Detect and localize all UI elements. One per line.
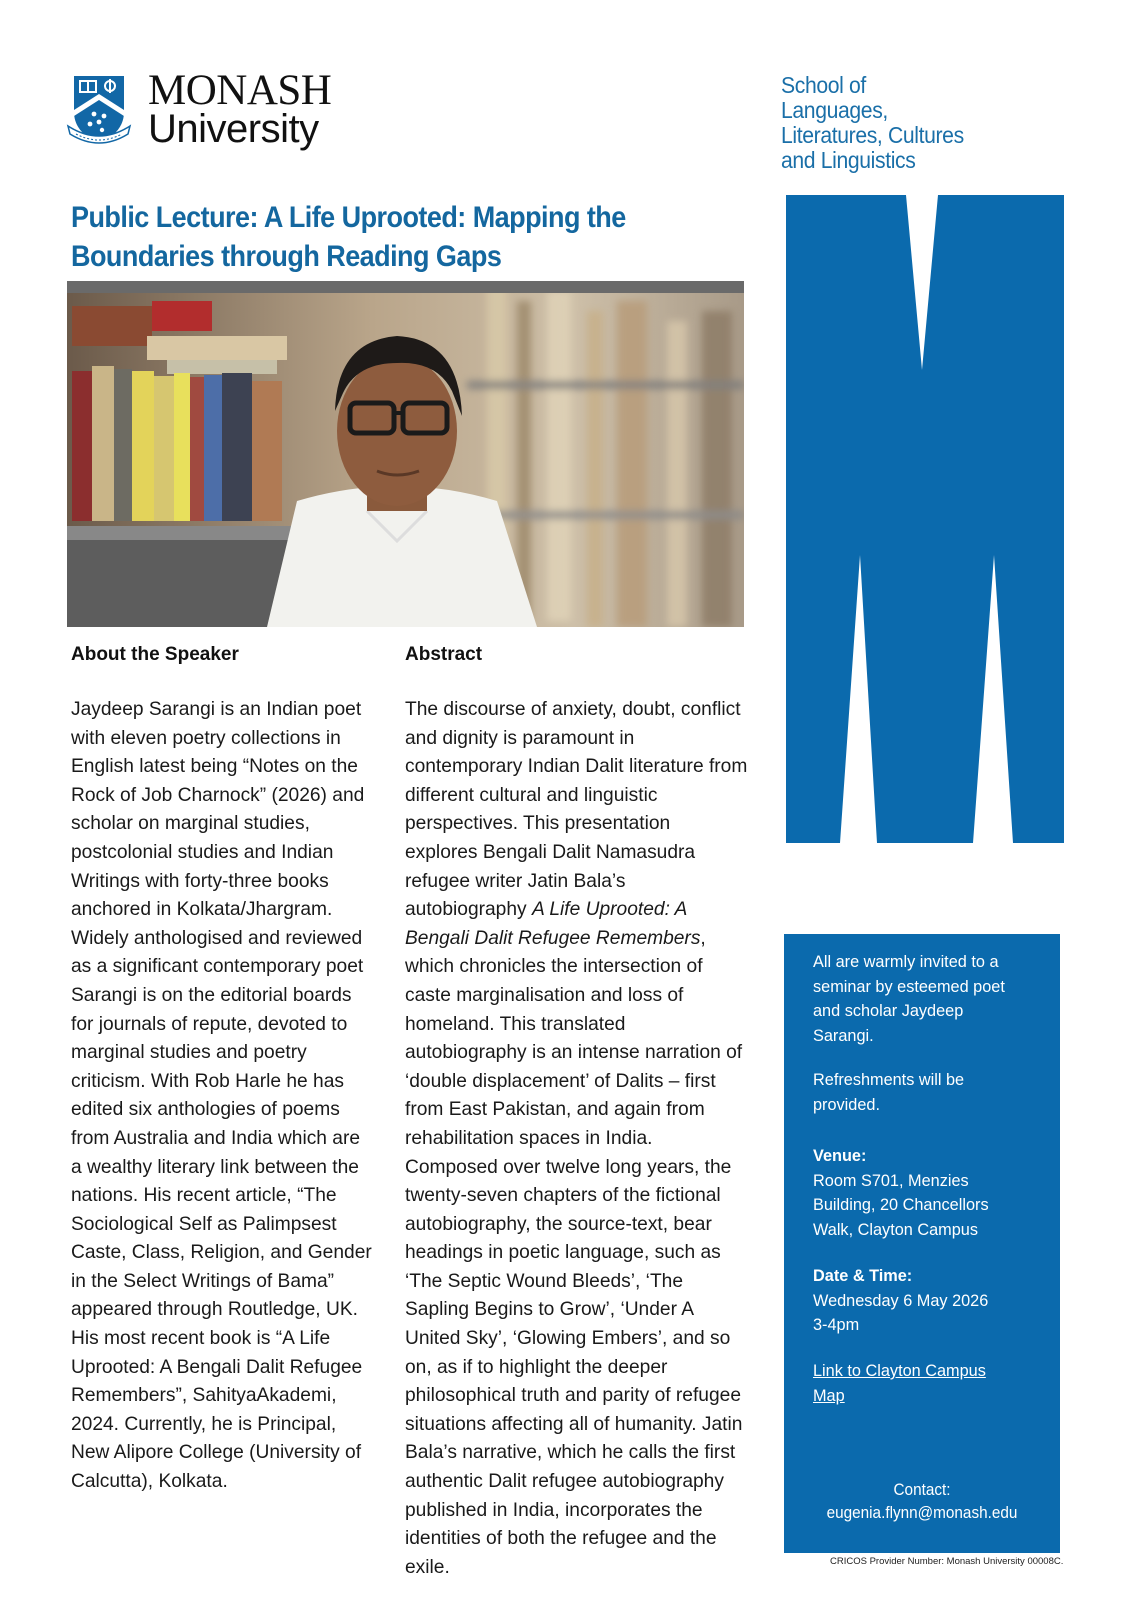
abstract-line: authentic Dalit refugee autobiography — [405, 1471, 724, 1493]
about-line: edited six anthologies of poems — [71, 1099, 340, 1121]
about-line: Calcutta), Kolkata. — [71, 1471, 228, 1493]
school-name-line: Literatures, Cultures — [781, 122, 964, 148]
about-line: with eleven poetry collections in — [71, 727, 341, 749]
abstract-line: philosophical truth and parity of refugee — [405, 1385, 741, 1407]
logo-wordmark-monash: MONASH — [148, 67, 332, 114]
about-speaker-heading: About the Speaker — [71, 644, 239, 665]
about-line: Remembers”, SahityaAkademi, — [71, 1385, 337, 1407]
abstract-line: which chronicles the intersection of — [405, 956, 703, 978]
abstract-heading: Abstract — [405, 644, 483, 665]
abstract-line: Composed over twelve long years, the — [405, 1156, 732, 1178]
abstract-line: homeland. This translated — [405, 1013, 626, 1035]
abstract-line: autobiography A Life Uprooted: A — [405, 899, 688, 921]
about-line: for journals of repute, devoted to — [71, 1013, 348, 1035]
abstract-line: refugee writer Jatin Bala’s — [405, 870, 626, 892]
abstract-line: Bengali Dalit Refugee Remembers, — [405, 927, 706, 949]
abstract-line: autobiography, the source-text, bear — [405, 1213, 712, 1235]
about-line: a wealthy literary link between the — [71, 1156, 359, 1178]
monash-crest-icon — [66, 72, 132, 146]
about-line: as a significant contemporary poet — [71, 956, 364, 978]
about-line: New Alipore College (University of — [71, 1442, 362, 1464]
event-time: 3-4pm — [813, 1316, 860, 1334]
venue-line: Building, 20 Chancellors — [813, 1196, 989, 1214]
contact-section — [784, 1478, 1060, 1524]
abstract-line: contemporary Indian Dalit literature from — [405, 756, 748, 778]
school-name — [781, 73, 1041, 173]
about-line: Uprooted: A Bengali Dalit Refugee — [71, 1356, 363, 1378]
venue-line: Walk, Clayton Campus — [813, 1220, 978, 1239]
about-line: 2024. Currently, he is Principal, — [71, 1413, 337, 1435]
contact-label: Contact: — [893, 1480, 951, 1499]
book-title-italic: A Life Uprooted: A — [531, 899, 688, 921]
about-speaker-text — [71, 696, 391, 1497]
speaker-portrait-image — [67, 281, 744, 627]
title-line: Boundaries through Reading Gaps — [71, 240, 502, 273]
abstract-line: from East Pakistan, and again from — [405, 1099, 705, 1121]
about-line: in the Select Writings of Bama” — [71, 1270, 335, 1292]
abstract-line: exile. — [405, 1556, 450, 1578]
about-line: His most recent book is “A Life — [71, 1328, 331, 1350]
datetime-section — [813, 1264, 988, 1338]
abstract-line: published in India, incorporates the — [405, 1499, 703, 1521]
abstract-line: caste marginalisation and loss of — [405, 984, 684, 1006]
about-line: nations. His recent article, “The — [71, 1185, 337, 1207]
event-date: Wednesday 6 May 2026 — [813, 1291, 989, 1310]
about-line: from Australia and India which are — [71, 1127, 361, 1149]
abstract-line: identities of both the refugee and the — [405, 1528, 717, 1550]
abstract-line: ‘The Septic Wound Bleeds’, ‘The — [405, 1270, 684, 1292]
abstract-line: rehabilitation spaces in India. — [405, 1127, 653, 1149]
abstract-line: autobiography is an intense narration of — [405, 1042, 743, 1064]
abstract-line: headings in poetic language, such as — [405, 1242, 721, 1264]
about-line: Writings with forty-three books — [71, 870, 329, 892]
logo-wordmark-university: University — [148, 107, 319, 151]
venue-line: Room S701, Menzies — [813, 1171, 969, 1190]
about-line: Rock of Job Charnock” (2026) and — [71, 784, 365, 806]
about-line: Sociological Self as Palimpsest — [71, 1213, 337, 1235]
about-line: Jaydeep Sarangi is an Indian poet — [71, 699, 362, 720]
abstract-line: The discourse of anxiety, doubt, conflict — [405, 699, 741, 720]
venue-section — [813, 1144, 989, 1242]
speaker-photo — [67, 281, 744, 627]
abstract-line: explores Bengali Dalit Namasudra — [405, 841, 696, 863]
refreshments-text: Refreshments will be provided. — [813, 1071, 965, 1114]
about-line: marginal studies and poetry — [71, 1042, 307, 1064]
monash-logo — [66, 67, 346, 151]
about-line: Caste, Class, Religion, and Gender — [71, 1242, 372, 1264]
book-title-italic: Bengali Dalit Refugee Remembers — [405, 927, 701, 949]
about-line: Sarangi is on the editorial boards — [71, 984, 352, 1006]
campus-map-link[interactable]: Link to Clayton Campus Map — [813, 1362, 986, 1405]
abstract-line: and dignity is paramount in — [405, 727, 635, 749]
school-name-line: and Linguistics — [781, 147, 916, 173]
monash-m-graphic — [786, 195, 1064, 843]
campus-map-link-wrap — [813, 1359, 986, 1408]
about-line: English latest being “Notes on the — [71, 756, 358, 778]
cricos-footer: CRICOS Provider Number: Monash University 00008C. — [830, 1556, 1064, 1567]
abstract-line: perspectives. This presentation — [405, 813, 671, 835]
school-name-line: School of — [781, 72, 866, 98]
abstract-line: ‘double displacement’ of Dalits – first — [405, 1070, 716, 1092]
datetime-label: Date & Time: — [813, 1267, 913, 1285]
abstract-line: United Sky’, ‘Glowing Embers’, and so — [405, 1328, 731, 1350]
event-info-box — [784, 934, 1060, 1553]
invite-text: All are warmly invited to a seminar by esteemed poet and scholar Jaydeep Sarangi. — [813, 953, 1005, 1045]
abstract-line: on, as if to highlight the deeper — [405, 1356, 668, 1378]
contact-email[interactable]: eugenia.flynn@monash.edu — [826, 1503, 1018, 1522]
about-line: Widely anthologised and reviewed — [71, 927, 363, 949]
abstract-line: different cultural and linguistic — [405, 784, 658, 806]
abstract-line: Sapling Begins to Grow’, ‘Under A — [405, 1299, 695, 1321]
title-line: Public Lecture: A Life Uprooted: Mapping the — [71, 201, 626, 234]
about-line: criticism. With Rob Harle he has — [71, 1070, 344, 1092]
about-line: appeared through Routledge, UK. — [71, 1299, 358, 1321]
school-name-line: Languages, — [781, 97, 888, 123]
about-line: postcolonial studies and Indian — [71, 841, 334, 863]
venue-label: Venue: — [813, 1147, 867, 1165]
abstract-line: situations affecting all of humanity. Jatin — [405, 1413, 743, 1435]
abstract-line: Bala’s narrative, which he calls the first — [405, 1442, 736, 1464]
abstract-line: twenty-seven chapters of the fictional — [405, 1185, 721, 1207]
about-line: scholar on marginal studies, — [71, 813, 310, 835]
about-line: anchored in Kolkata/Jhargram. — [71, 899, 333, 921]
abstract-text — [405, 696, 765, 1582]
page-title — [71, 198, 751, 276]
